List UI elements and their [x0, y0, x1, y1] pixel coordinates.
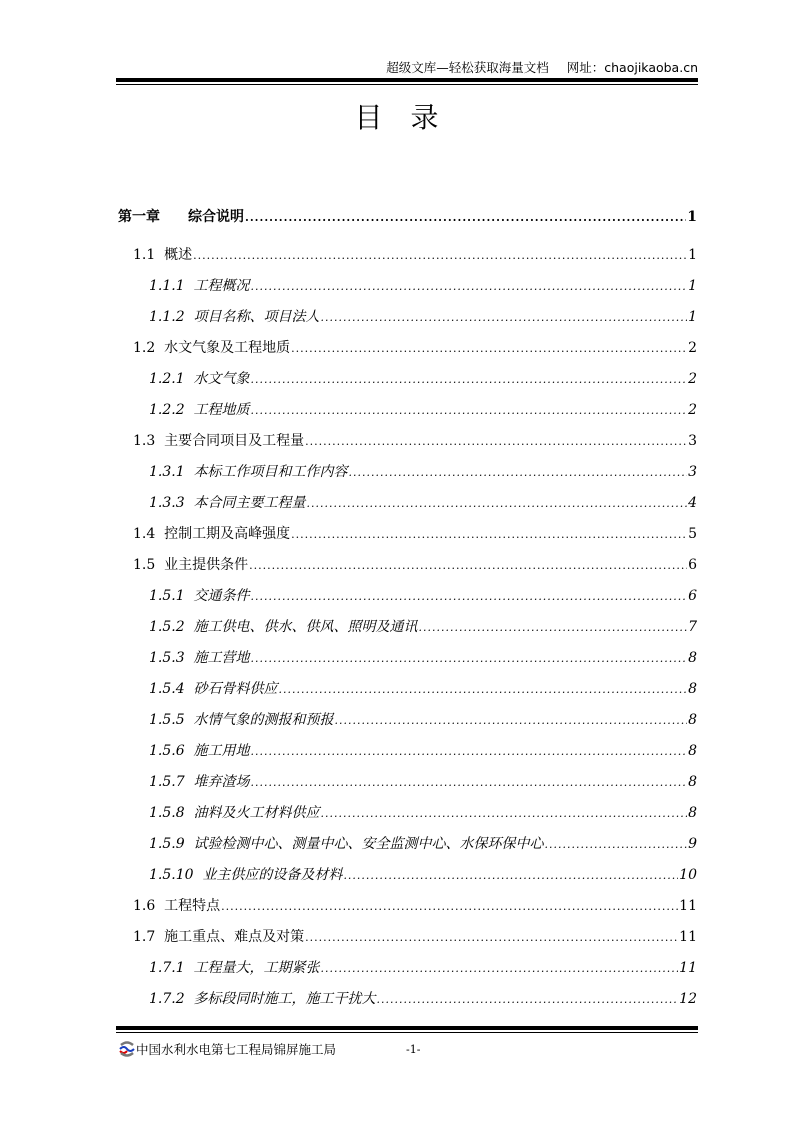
toc-entry-number: 1.5.5 — [149, 712, 185, 728]
separator — [155, 557, 164, 573]
toc-entry-title — [149, 864, 342, 884]
toc-entry-title — [133, 523, 290, 543]
separator — [185, 991, 194, 1007]
toc-entry-number: 1.5 — [133, 557, 156, 573]
toc-entry-label: 施工供电、供水、供风、照明及通讯 — [193, 619, 418, 635]
separator — [185, 619, 194, 635]
dot-leader — [321, 311, 688, 324]
toc-entry-page: 3 — [688, 464, 697, 480]
toc-entry-label: 油料及火工材料供应 — [193, 805, 320, 821]
toc-entry-label: 本合同主要工程量 — [193, 495, 306, 511]
dot-leader — [305, 435, 687, 448]
separator — [185, 774, 194, 790]
toc-entry[interactable] — [118, 647, 697, 678]
toc-entry-page: 11 — [679, 898, 697, 914]
toc-entry-page: 8 — [688, 805, 697, 821]
toc-entry-label: 工程地质 — [193, 402, 250, 418]
dot-leader — [545, 838, 688, 851]
toc-entry-title — [149, 957, 320, 977]
toc-entry-title — [149, 647, 250, 667]
toc-entry[interactable] — [118, 554, 697, 585]
toc-entry[interactable] — [118, 957, 697, 988]
toc-entry-number: 1.7.1 — [149, 960, 185, 976]
toc-entry-page: 8 — [688, 650, 697, 666]
toc-entry-title — [149, 678, 278, 698]
dot-leader — [305, 931, 678, 944]
toc-entry-title — [149, 740, 250, 760]
separator — [155, 340, 164, 356]
toc-entry-number: 1.4 — [133, 526, 156, 542]
toc-entry-title — [149, 988, 376, 1008]
toc-entry[interactable] — [118, 206, 697, 244]
toc-entry-label: 业主提供条件 — [164, 557, 249, 573]
toc-entry-label: 施工重点、难点及对策 — [164, 929, 305, 945]
toc-entry[interactable] — [118, 709, 697, 740]
toc-entry-title — [133, 337, 290, 357]
toc-entry-number: 1.5.8 — [149, 805, 185, 821]
toc-entry-number: 1.3 — [133, 433, 156, 449]
toc-entry-page: 3 — [688, 433, 697, 449]
toc-entry-page: 1 — [688, 278, 697, 294]
dot-leader — [251, 373, 688, 386]
toc-entry-label: 概述 — [164, 247, 193, 263]
separator — [155, 433, 164, 449]
toc-entry-page: 6 — [688, 557, 697, 573]
toc-entry-number: 1.5.6 — [149, 743, 185, 759]
toc-entry-title — [149, 306, 320, 326]
dot-leader — [291, 342, 687, 355]
separator — [155, 929, 164, 945]
separator — [185, 464, 194, 480]
dot-leader — [291, 528, 687, 541]
toc-entry-label: 工程概况 — [193, 278, 250, 294]
toc-entry[interactable] — [118, 523, 697, 554]
dot-leader — [419, 621, 688, 634]
toc-entry-page: 11 — [679, 929, 697, 945]
toc-entry-title — [149, 585, 250, 605]
dot-leader — [349, 466, 688, 479]
dot-leader — [251, 280, 688, 293]
toc-entry-title — [133, 554, 248, 574]
toc-entry-page: 2 — [688, 340, 697, 356]
toc-entry[interactable] — [118, 275, 697, 306]
toc-entry-number: 1.5.10 — [149, 867, 194, 883]
header-rule-thick — [116, 78, 698, 82]
separator — [185, 588, 194, 604]
dot-leader — [251, 590, 688, 603]
toc-entry-page: 8 — [688, 681, 697, 697]
dot-leader — [249, 559, 687, 572]
toc-entry-page: 1 — [688, 309, 697, 325]
separator — [160, 209, 188, 225]
toc-entry-number: 1.5.7 — [149, 774, 185, 790]
toc-entry-label: 水文气象及工程地质 — [164, 340, 291, 356]
header-url: 网址：chaojikaoba.cn — [566, 60, 698, 75]
toc-entry-number: 1.1 — [133, 247, 156, 263]
toc-entry[interactable] — [118, 430, 697, 461]
toc-entry-label: 主要合同项目及工程量 — [164, 433, 305, 449]
toc-entry-title — [133, 244, 192, 264]
toc-entry-number: 第一章 — [118, 209, 160, 225]
toc-entry-title — [149, 616, 418, 636]
header-rule-thin — [116, 84, 698, 85]
toc-entry-number: 1.5.4 — [149, 681, 185, 697]
toc-entry[interactable] — [118, 678, 697, 709]
dot-leader — [193, 249, 687, 262]
dot-leader — [321, 807, 688, 820]
toc-entry[interactable] — [118, 988, 697, 1019]
toc-entry[interactable] — [118, 399, 697, 430]
toc-entry-page: 9 — [688, 836, 697, 852]
toc-entry-title — [133, 430, 304, 450]
toc-entry[interactable] — [118, 864, 697, 895]
toc-entry[interactable] — [118, 337, 697, 368]
toc-entry[interactable] — [118, 244, 697, 275]
toc-entry-number: 1.7 — [133, 929, 156, 945]
toc-entry-page: 10 — [679, 867, 697, 883]
toc-entry-label: 堆弃渣场 — [193, 774, 250, 790]
separator — [185, 712, 194, 728]
dot-leader — [321, 962, 679, 975]
dot-leader — [251, 745, 688, 758]
toc-entry-label: 水情气象的测报和预报 — [193, 712, 334, 728]
footer-rule-thick — [116, 1026, 698, 1030]
toc-entry-label: 施工用地 — [193, 743, 250, 759]
header-site-name: 超级文库—轻松获取海量文档 — [386, 60, 549, 75]
toc-entry[interactable] — [118, 368, 697, 399]
toc-entry-title — [149, 709, 334, 729]
toc-entry-page: 2 — [688, 371, 697, 387]
dot-leader — [245, 211, 686, 224]
separator — [155, 247, 164, 263]
separator — [185, 371, 194, 387]
toc-entry-label: 综合说明 — [188, 209, 244, 225]
toc-entry-title — [133, 926, 304, 946]
dot-leader — [221, 900, 678, 913]
toc-entry[interactable] — [118, 616, 697, 647]
dot-leader — [335, 714, 688, 727]
toc-entry-label: 工程特点 — [164, 898, 221, 914]
toc-entry-page: 8 — [688, 712, 697, 728]
dot-leader — [343, 869, 678, 882]
toc-entry-title — [133, 895, 220, 915]
table-of-contents — [118, 206, 697, 1019]
separator — [185, 278, 194, 294]
toc-entry-number: 1.2.1 — [149, 371, 185, 387]
toc-entry-number: 1.3.1 — [149, 464, 185, 480]
toc-entry-number: 1.5.2 — [149, 619, 185, 635]
toc-entry-number: 1.6 — [133, 898, 156, 914]
toc-entry-number: 1.5.9 — [149, 836, 185, 852]
toc-entry-label: 施工营地 — [193, 650, 250, 666]
toc-entry-title — [149, 461, 348, 481]
toc-entry[interactable] — [118, 740, 697, 771]
dot-leader — [251, 776, 688, 789]
toc-entry-title — [149, 771, 250, 791]
toc-entry-title — [149, 833, 544, 853]
toc-entry-label: 业主供应的设备及材料 — [202, 867, 343, 883]
toc-entry-number: 1.2.2 — [149, 402, 185, 418]
toc-entry-number: 1.5.1 — [149, 588, 185, 604]
toc-entry[interactable] — [118, 833, 697, 864]
separator — [185, 836, 194, 852]
separator — [185, 681, 194, 697]
toc-entry-page: 8 — [688, 774, 697, 790]
separator — [155, 898, 164, 914]
toc-entry-number: 1.1.2 — [149, 309, 185, 325]
toc-entry-number: 1.2 — [133, 340, 156, 356]
dot-leader — [279, 683, 688, 696]
toc-entry-label: 砂石骨料供应 — [193, 681, 278, 697]
toc-entry[interactable] — [118, 306, 697, 337]
toc-entry[interactable] — [118, 771, 697, 802]
toc-entry-page: 11 — [679, 960, 697, 976]
toc-entry-page: 1 — [688, 247, 697, 263]
toc-entry-title — [149, 368, 250, 388]
toc-entry-number: 1.3.3 — [149, 495, 185, 511]
page-footer — [118, 1040, 421, 1058]
toc-entry-page: 6 — [688, 588, 697, 604]
company-logo-icon — [118, 1041, 136, 1057]
toc-entry-page: 5 — [688, 526, 697, 542]
toc-entry-page: 12 — [679, 991, 697, 1007]
toc-entry-page: 7 — [688, 619, 697, 635]
toc-entry-number: 1.7.2 — [149, 991, 185, 1007]
dot-leader — [251, 652, 688, 665]
page-title: 目录 — [354, 101, 467, 134]
toc-entry-label: 试验检测中心、测量中心、安全监测中心、水保环保中心 — [193, 836, 544, 852]
toc-entry-page: 4 — [688, 495, 697, 511]
toc-entry-page: 8 — [688, 743, 697, 759]
footer-page-number: -1- — [406, 1042, 421, 1056]
separator — [185, 495, 194, 511]
separator — [185, 650, 194, 666]
toc-entry-title — [118, 206, 244, 226]
toc-entry-label: 控制工期及高峰强度 — [164, 526, 291, 542]
separator — [155, 526, 164, 542]
toc-entry-label: 本标工作项目和工作内容 — [193, 464, 348, 480]
dot-leader — [307, 497, 688, 510]
toc-entry[interactable] — [118, 926, 697, 957]
separator — [185, 402, 194, 418]
toc-entry-page: 2 — [688, 402, 697, 418]
separator — [185, 309, 194, 325]
toc-entry-label: 水文气象 — [193, 371, 250, 387]
separator — [185, 805, 194, 821]
toc-entry-title — [149, 802, 320, 822]
toc-entry[interactable] — [118, 492, 697, 523]
toc-entry-label: 工程量大，工期紧张 — [193, 960, 320, 976]
footer-rule-thin — [116, 1032, 698, 1033]
toc-entry-label: 多标段同时施工，施工干扰大 — [193, 991, 376, 1007]
toc-entry-title — [149, 492, 306, 512]
toc-entry-page: 1 — [687, 209, 697, 225]
toc-entry-label: 项目名称、项目法人 — [193, 309, 320, 325]
toc-entry-label: 交通条件 — [193, 588, 250, 604]
toc-entry[interactable] — [118, 461, 697, 492]
separator — [185, 960, 194, 976]
dot-leader — [377, 993, 679, 1006]
toc-entry-number: 1.5.3 — [149, 650, 185, 666]
page-header — [118, 58, 698, 76]
toc-entry[interactable] — [118, 585, 697, 616]
dot-leader — [251, 404, 688, 417]
separator — [185, 743, 194, 759]
toc-entry-title — [149, 275, 250, 295]
toc-entry[interactable] — [118, 802, 697, 833]
toc-entry[interactable] — [118, 895, 697, 926]
toc-entry-title — [149, 399, 250, 419]
toc-entry-number: 1.1.1 — [149, 278, 185, 294]
footer-company: 中国水利水电第七工程局锦屏施工局 — [136, 1042, 337, 1057]
